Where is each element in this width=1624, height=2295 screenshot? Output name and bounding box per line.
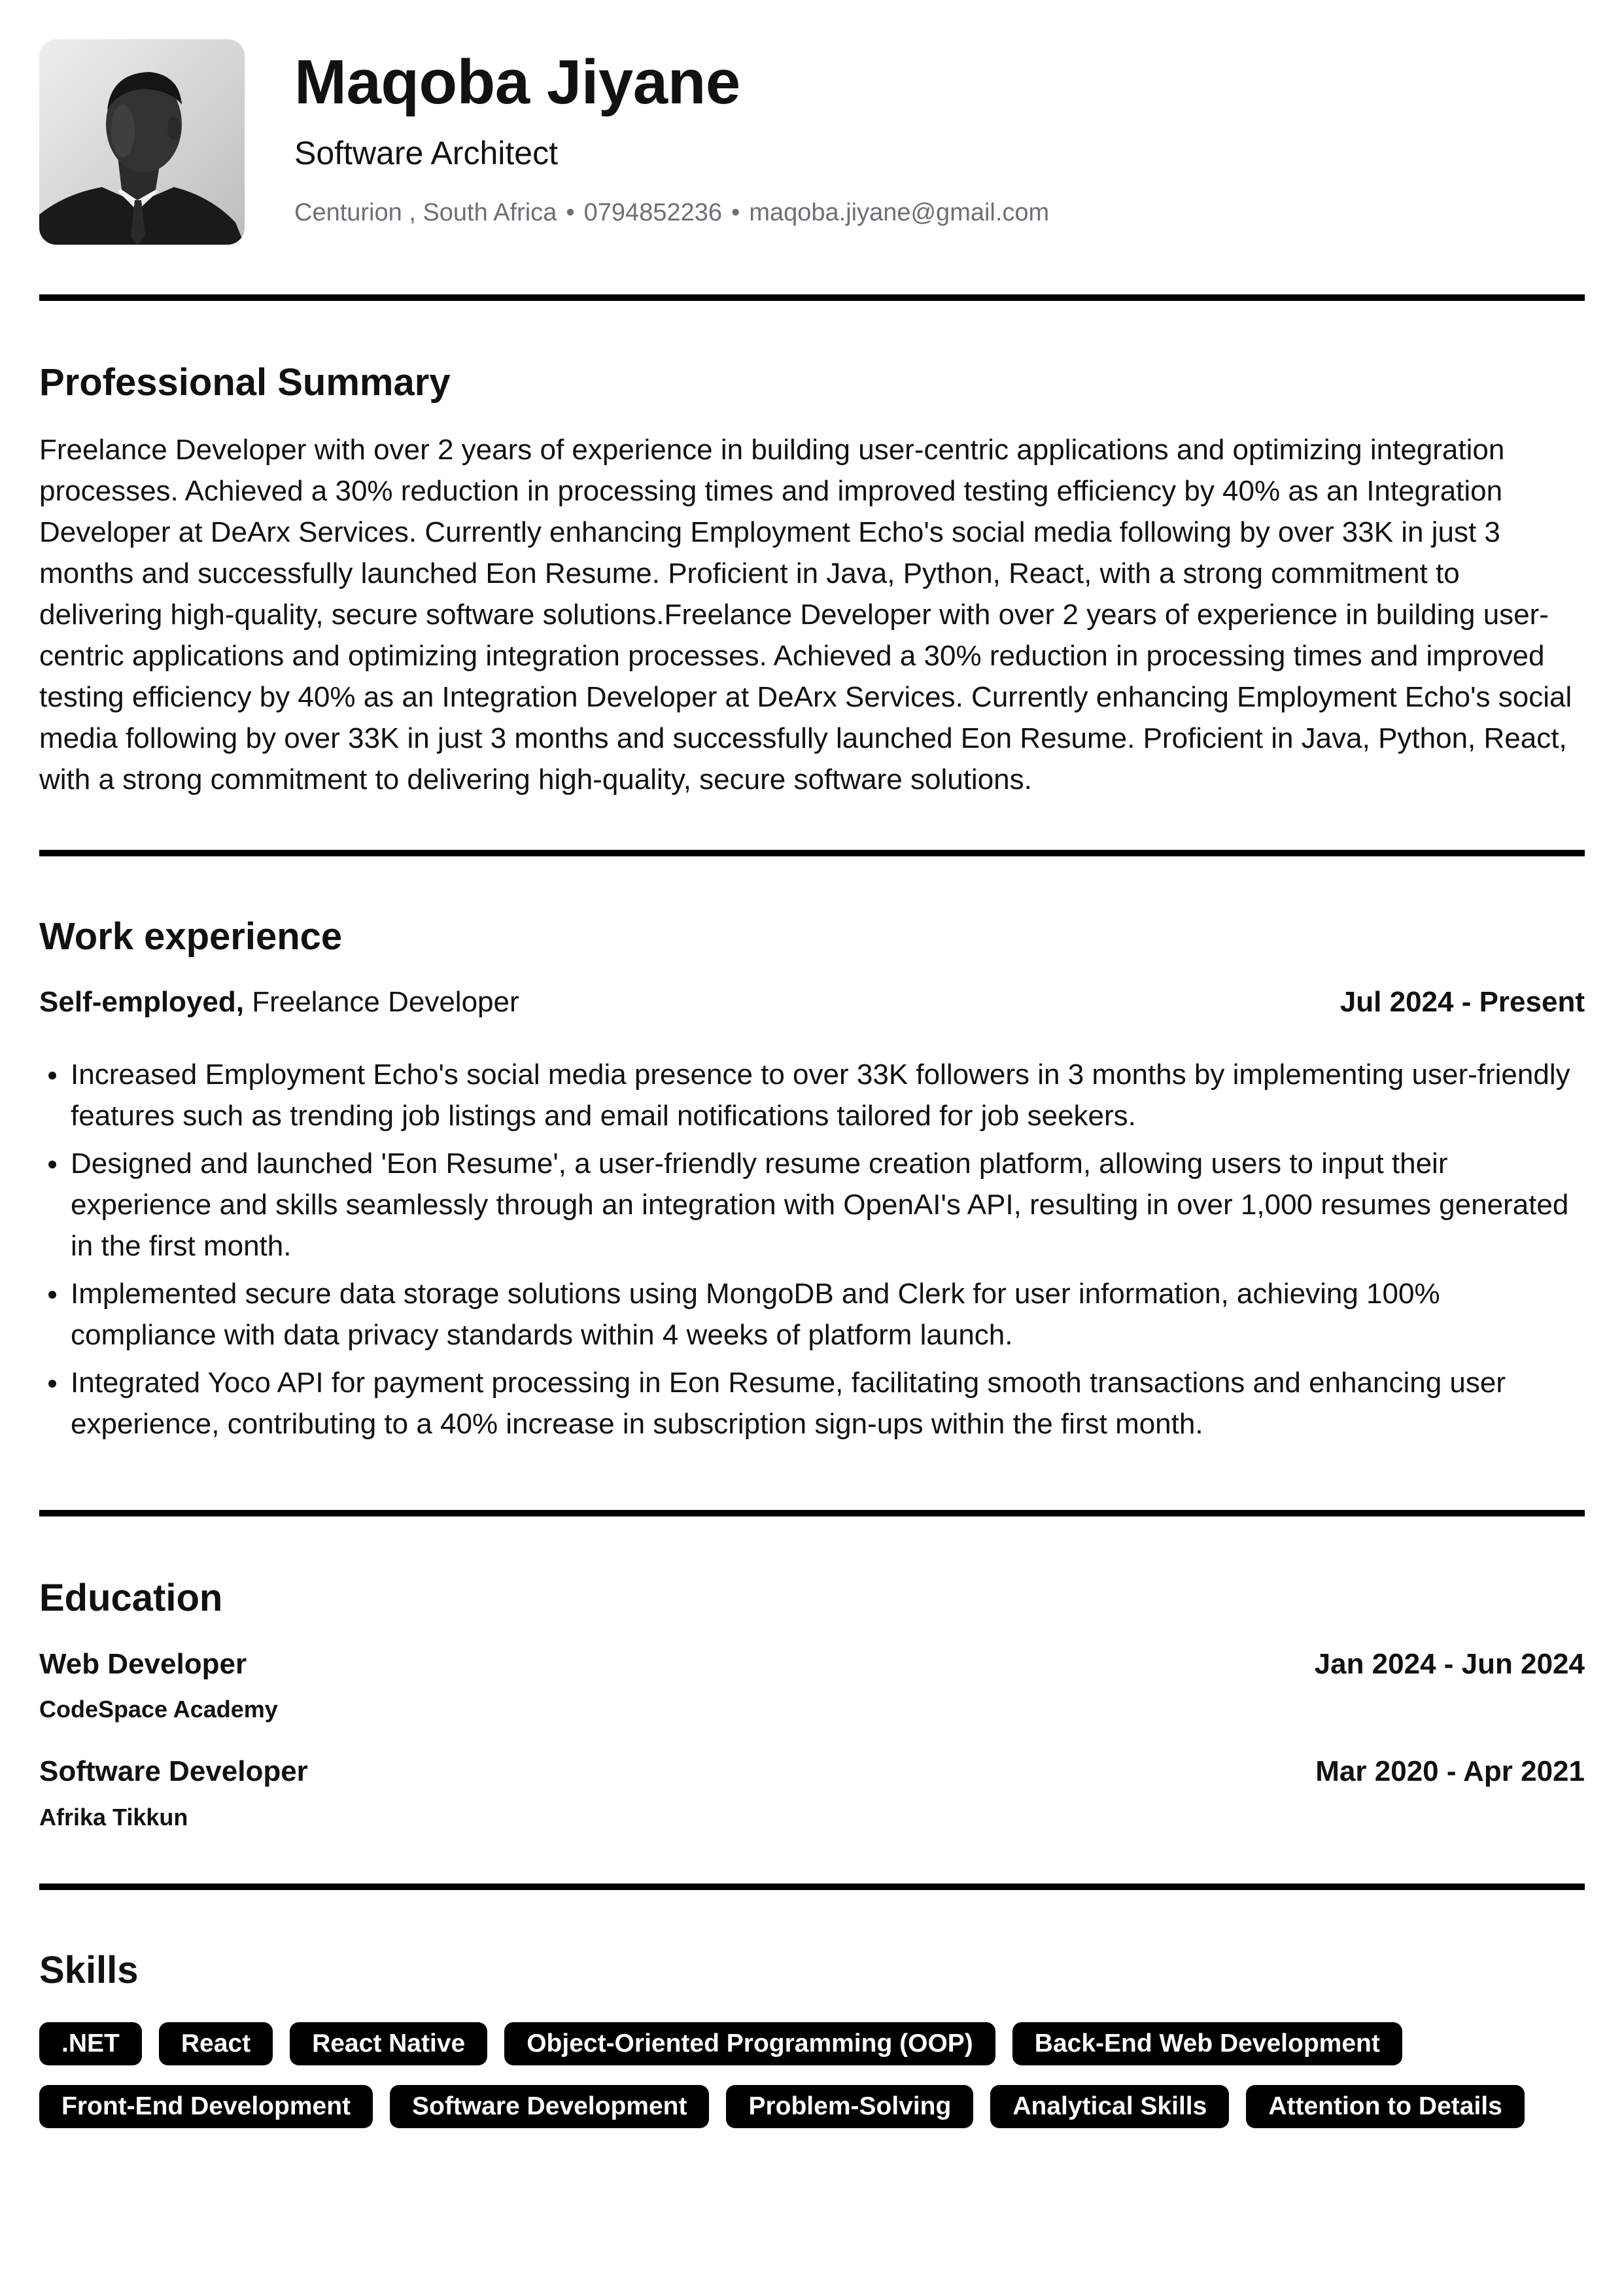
education-dates: Jan 2024 - Jun 2024 [1314, 1647, 1585, 1680]
location: Centurion , South Africa [294, 198, 557, 226]
header-text [294, 39, 1049, 227]
skill-tag: Object-Oriented Programming (OOP) [504, 2022, 995, 2065]
skill-tag: Software Development [390, 2085, 709, 2128]
education-item [39, 1755, 1585, 1831]
separator-dot: • [566, 198, 575, 226]
job-title: Software Architect [294, 134, 558, 171]
education-item [39, 1647, 1585, 1724]
skill-tag: .NET [39, 2022, 142, 2065]
education-dates: Mar 2020 - Apr 2021 [1315, 1755, 1585, 1788]
education-section [39, 1575, 1585, 1831]
skill-tag: Analytical Skills [990, 2085, 1229, 2128]
job-role: Freelance Developer [252, 986, 519, 1019]
education-school: CodeSpace Academy [39, 1696, 278, 1723]
skill-tag: React [159, 2022, 273, 2065]
job-bullet: Implemented secure data storage solutions using MongoDB and Clerk for user information, achieving 100% compliance with data privacy standards within 4 weeks of platform launch. [71, 1273, 1585, 1356]
job-bullet: Designed and launched 'Eon Resume', a user-friendly resume creation platform, allowing users to input their experience and skills seamlessly through an integration with OpenAI's API, resulting in over 1,000 resumes generated in the first month. [71, 1143, 1585, 1267]
education-school: Afrika Tikkun [39, 1804, 188, 1831]
education-row [39, 1647, 1585, 1682]
candidate-name: Maqoba Jiyane [294, 47, 740, 117]
summary-text: Freelance Developer with over 2 years of experience in building user-centric applications and optimizing integration processes. Achieved a 30% reduction in processing times and improved testing efficiency by 40% as an Integration Developer at DeArx Services. Currently enhancing Employment Echo's social media following by over 33K in just 3 months and successfully launched Eon Resume. Proficient in Java, Python, React, with a strong commitment to delivering high-quality, secure software solutions.Freelance Developer with over 2 years of experience in building user-centric applications and optimizing integration processes. Achieved a 30% reduction in processing times and improved testing efficiency by 40% as an Integration Developer at DeArx Services. Currently enhancing Employment Echo's social media following by over 33K in just 3 months and successfully launched Eon Resume. Proficient in Java, Python, React, with a strong commitment to delivering high-quality, secure software solutions. [39, 433, 1572, 796]
section-divider [39, 294, 1585, 301]
education-heading: Education [39, 1576, 223, 1619]
skill-tag: Problem-Solving [726, 2085, 973, 2128]
summary-section [39, 360, 1585, 800]
job-bullet: Integrated Yoco API for payment processing in Eon Resume, facilitating smooth transactions and enhancing user experience, contributing to a 40% increase in subscription sign-ups within the first month. [71, 1362, 1585, 1445]
section-divider [39, 1883, 1585, 1890]
skill-tag: Attention to Details [1246, 2085, 1525, 2128]
education-row [39, 1755, 1585, 1789]
contact-line [294, 199, 1049, 227]
job-company: Self-employed, [39, 986, 244, 1019]
skills-section [39, 1948, 1585, 2148]
education-degree: Software Developer [39, 1755, 308, 1788]
skills-tags [39, 2022, 1544, 2148]
resume-page [39, 39, 1585, 2148]
skill-tag: Front-End Development [39, 2085, 373, 2128]
phone-number: 0794852236 [583, 198, 722, 226]
section-divider [39, 1510, 1585, 1516]
profile-photo [39, 39, 245, 245]
skill-tag: React Native [290, 2022, 487, 2065]
skill-tag: Back-End Web Development [1012, 2022, 1402, 2065]
separator-dot: • [731, 198, 740, 226]
job-bullet: Increased Employment Echo's social media presence to over 33K followers in 3 months by implementing user-friendly features such as trending job listings and email notifications tailored for job seekers. [71, 1054, 1585, 1136]
job-title-line [39, 985, 519, 1020]
job-header [39, 985, 1585, 1020]
section-divider [39, 850, 1585, 856]
job-bullets [39, 1054, 1585, 1445]
job-dates: Jul 2024 - Present [1339, 986, 1585, 1019]
skills-heading: Skills [39, 1949, 139, 1992]
work-heading: Work experience [39, 915, 343, 958]
education-degree: Web Developer [39, 1647, 247, 1680]
work-section [39, 914, 1585, 1445]
email-address: maqoba.jiyane@gmail.com [749, 198, 1050, 226]
summary-heading: Professional Summary [39, 361, 451, 404]
resume-header [39, 39, 1585, 245]
